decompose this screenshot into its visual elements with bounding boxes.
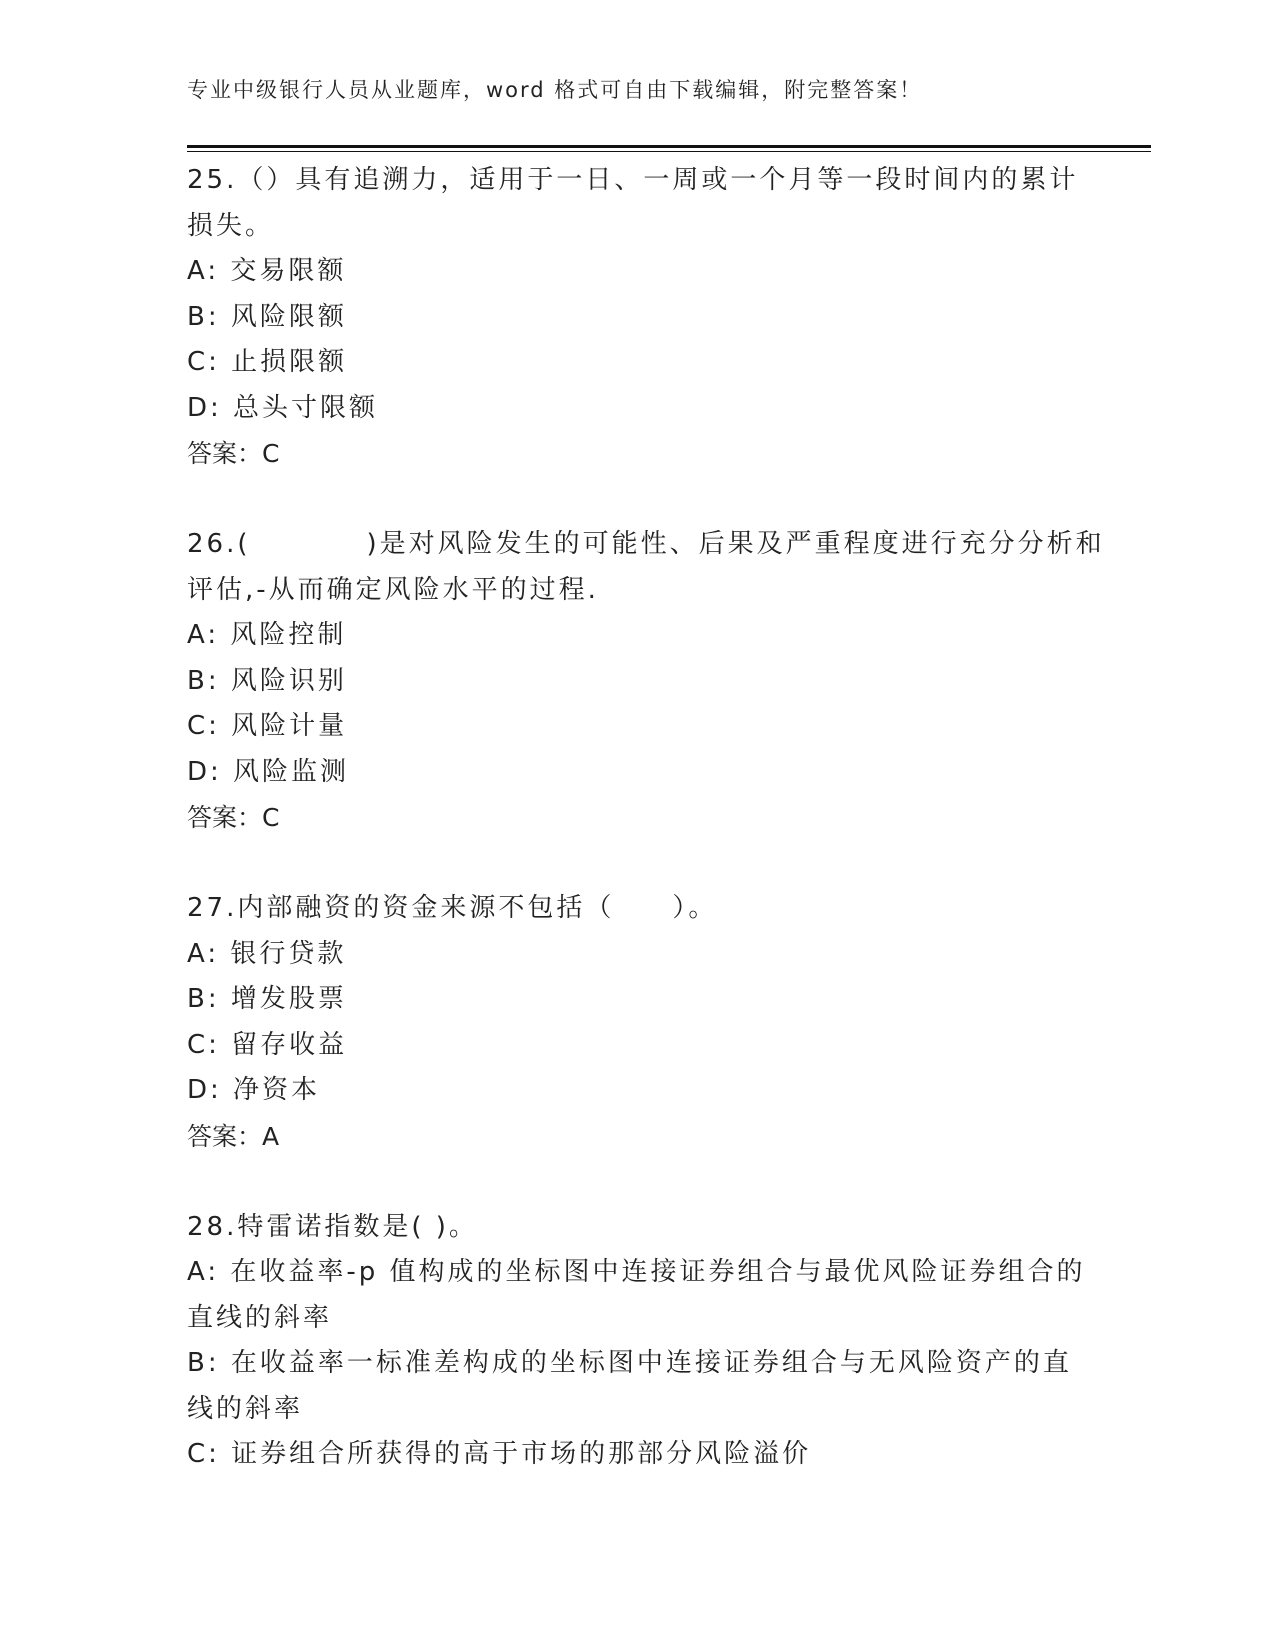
option-a: A: 银行贷款: [187, 938, 347, 969]
option-a: A: 在收益率-p 值构成的坐标图中连接证券组合与最优风险证券组合的: [187, 1257, 1086, 1287]
option-b-continued: 线的斜率: [187, 1393, 304, 1424]
question-stem: 25.（）具有追溯力，适用于一日、一周或一个月等一段时间内的累计: [187, 165, 1079, 195]
option-b: B: 风险识别: [187, 665, 347, 696]
option-c: C: 风险计量: [187, 711, 348, 741]
question-list: [187, 158, 1105, 1524]
answer: 答案：C: [187, 803, 280, 832]
question-stem: 评估,-从而确定风险水平的过程.: [187, 574, 599, 605]
question-26: [187, 522, 1105, 840]
option-d: D: 净资本: [187, 1075, 321, 1105]
question-stem: 26.( )是对风险发生的可能性、后果及严重程度进行充分分析和: [187, 529, 1105, 559]
option-a: A: 交易限额: [187, 256, 347, 286]
option-a-continued: 直线的斜率: [187, 1302, 333, 1333]
option-b: B: 在收益率一标准差构成的坐标图中连接证券组合与无风险资产的直: [187, 1348, 1072, 1378]
option-a: A: 风险控制: [187, 620, 347, 650]
option-d: D: 总头寸限额: [187, 392, 379, 423]
question-27: [187, 886, 1087, 1159]
question-stem: 损失。: [187, 210, 275, 241]
answer: 答案：A: [187, 1121, 280, 1151]
option-d: D: 风险监测: [187, 756, 350, 787]
option-b: B: 增发股票: [187, 984, 347, 1014]
option-c: C: 留存收益: [187, 1029, 348, 1060]
question-stem: 27.内部融资的资金来源不包括（ ）。: [187, 893, 718, 923]
answer: 答案：C: [187, 439, 280, 468]
header-rule-thick: [187, 145, 1151, 148]
option-b: B: 风险限额: [187, 301, 347, 332]
option-c: C: 止损限额: [187, 347, 348, 377]
page-header: 专业中级银行人员从业题库，word 格式可自由下载编辑，附完整答案！: [187, 78, 923, 102]
option-c: C: 证券组合所获得的高于市场的那部分风险溢价: [187, 1439, 812, 1469]
question-25: [187, 158, 1087, 476]
question-28: [187, 1205, 1087, 1478]
header-rule-thin: [187, 151, 1151, 152]
question-stem: 28.特雷诺指数是( )。: [187, 1211, 478, 1242]
